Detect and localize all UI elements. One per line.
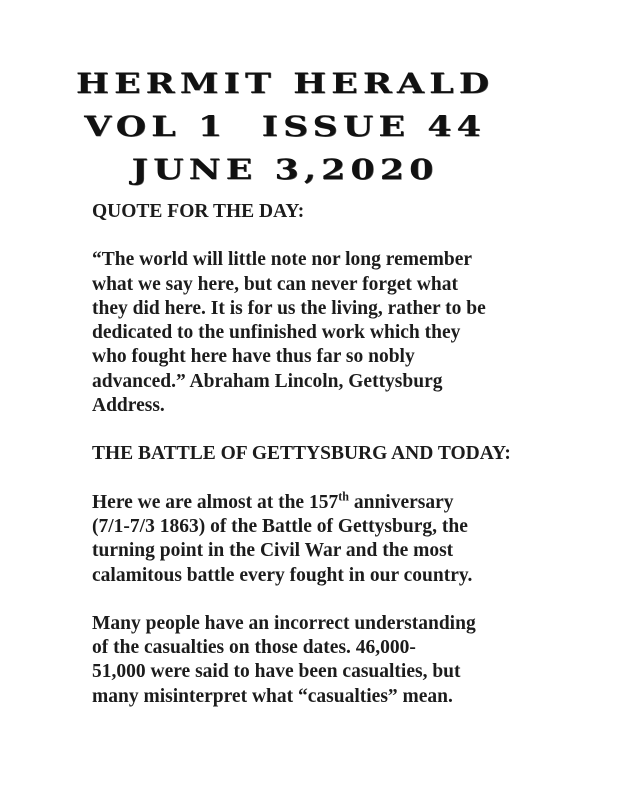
masthead-title: HERMIT HERALD (75, 67, 495, 100)
article-body (92, 200, 562, 709)
battle-paragraph (92, 491, 562, 588)
text-line: turning point in the Civil War and the most (92, 540, 454, 562)
text-line: Address. (92, 395, 165, 417)
text-line: “The world will little note nor long remember (92, 249, 473, 271)
battle-section-heading: THE BATTLE OF GETTYSBURG AND TODAY: (92, 443, 511, 465)
masthead (0, 62, 570, 191)
text-line: who fought here have thus far so nobly (92, 346, 415, 368)
text-line: they did here. It is for us the living, rather to be (92, 297, 486, 319)
text-line: Many people have an incorrect understanding (92, 612, 476, 634)
text-line: 51,000 were said to have been casualties, but (92, 661, 461, 683)
text-line: (7/1-7/3 1863) of the Battle of Gettysburg, the (92, 515, 468, 537)
text-line: calamitous battle every fought in our country. (92, 564, 473, 586)
text-line: of the casualties on those dates. 46,000- (92, 637, 416, 659)
text-line: advanced.” Abraham Lincoln, Gettysburg (92, 370, 443, 392)
text-line: dedicated to the unfinished work which they (92, 322, 461, 344)
quote-section-heading: QUOTE FOR THE DAY: (92, 201, 305, 222)
masthead-volume-issue: VOL 1 ISSUE 44 (84, 110, 486, 143)
quote-paragraph (92, 248, 562, 418)
text-line: what we say here, but can never forget what (92, 273, 458, 295)
text-line: Here we are almost at the 157th anniversary (92, 489, 454, 513)
masthead-date: JUNE 3,2020 (131, 153, 439, 186)
text-line: many misinterpret what “casualties” mean. (92, 685, 453, 707)
casualties-paragraph (92, 612, 562, 709)
